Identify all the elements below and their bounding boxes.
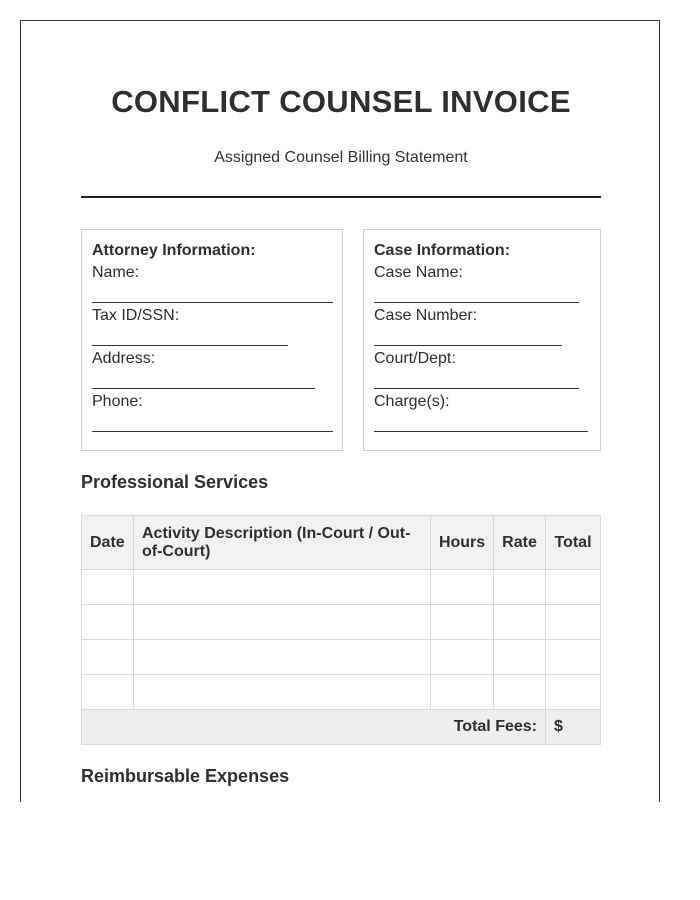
attorney-phone-label: Phone: [92,393,143,410]
attorney-address-field[interactable] [92,368,315,389]
table-row [82,570,601,605]
case-name-field[interactable] [374,282,579,303]
page-subtitle: Assigned Counsel Billing Statement [214,149,468,166]
hours-cell[interactable] [431,675,494,710]
charges-field[interactable] [374,411,588,432]
date-cell[interactable] [82,605,134,640]
attorney-name-label: Name: [92,264,140,281]
col-total: Total [546,516,601,570]
case-info-box [363,229,601,451]
attorney-info-box [81,229,343,451]
attorney-phone-field[interactable] [92,411,333,432]
total-cell[interactable] [546,570,601,605]
description-cell[interactable] [133,640,430,675]
col-rate: Rate [494,516,546,570]
total-cell[interactable] [546,605,601,640]
services-header-row [82,516,601,570]
col-hours: Hours [431,516,494,570]
rate-cell[interactable] [494,640,546,675]
header-divider [81,196,601,198]
description-cell[interactable] [133,605,430,640]
court-dept-field[interactable] [374,368,579,389]
total-cell[interactable] [546,675,601,710]
professional-services-heading: Professional Services [81,472,269,492]
description-cell[interactable] [133,675,430,710]
col-description: Activity Description (In-Court / Out-of-Court) [133,516,430,570]
case-name-label: Case Name: [374,264,463,281]
reimbursable-expenses-heading: Reimbursable Expenses [81,766,290,786]
description-cell[interactable] [133,570,430,605]
table-row [82,605,601,640]
services-table [81,515,601,745]
attorney-taxid-label: Tax ID/SSN: [92,307,180,324]
rate-cell[interactable] [494,570,546,605]
attorney-info-heading: Attorney Information: [92,242,256,259]
hours-cell[interactable] [431,640,494,675]
total-cell[interactable] [546,640,601,675]
col-date: Date [82,516,134,570]
total-fees-value[interactable]: $ [546,710,601,745]
rate-cell[interactable] [494,605,546,640]
invoice-page [20,20,660,802]
case-number-field[interactable] [374,325,562,346]
attorney-taxid-field[interactable] [92,325,288,346]
attorney-name-field[interactable] [92,282,333,303]
date-cell[interactable] [82,640,134,675]
attorney-address-label: Address: [92,350,156,367]
date-cell[interactable] [82,675,134,710]
page-title: CONFLICT COUNSEL INVOICE [111,84,571,119]
court-dept-label: Court/Dept: [374,350,456,367]
hours-cell[interactable] [431,605,494,640]
rate-cell[interactable] [494,675,546,710]
case-info-heading: Case Information: [374,242,511,259]
table-row [82,675,601,710]
total-fees-label: Total Fees: [82,710,546,745]
charges-label: Charge(s): [374,393,450,410]
date-cell[interactable] [82,570,134,605]
hours-cell[interactable] [431,570,494,605]
table-row [82,640,601,675]
total-fees-row [82,710,601,745]
case-number-label: Case Number: [374,307,478,324]
